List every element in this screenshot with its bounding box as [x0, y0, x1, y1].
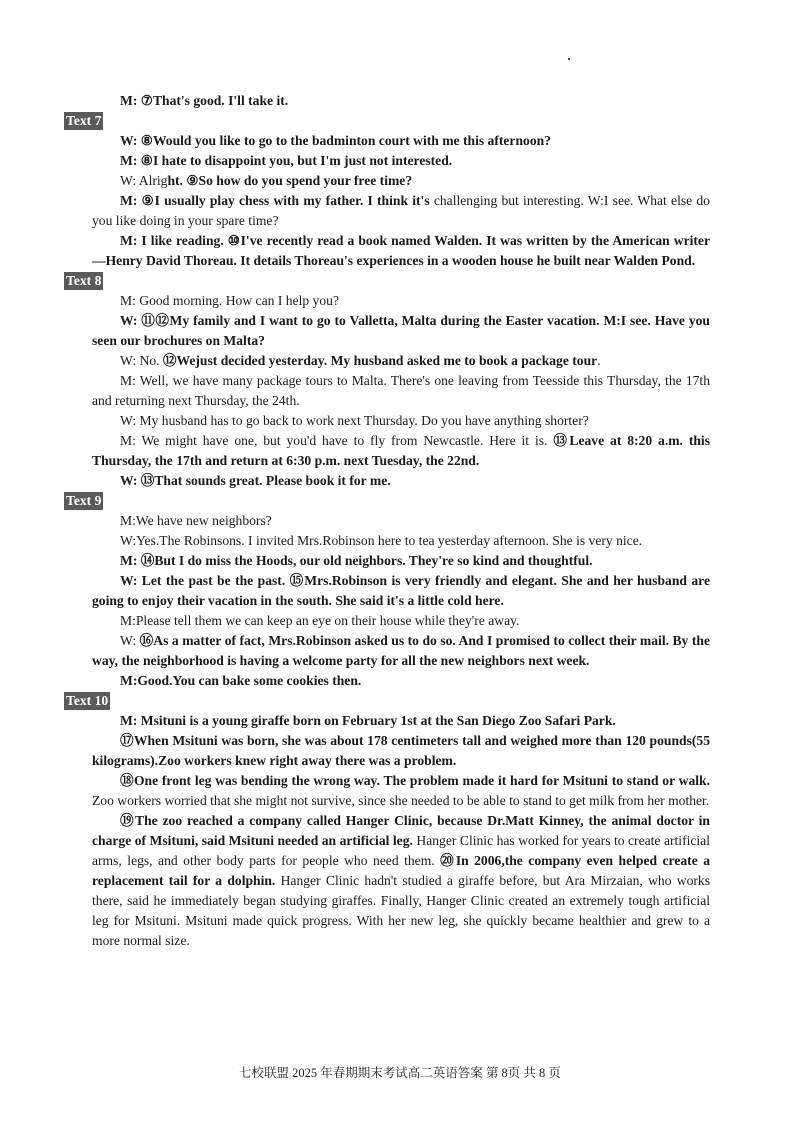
text10-label: Text 10 [66, 693, 109, 708]
text8-line-3 [92, 351, 710, 371]
text9-heading-row [66, 491, 710, 511]
text9-line-3: M: ⑭But I do miss the Hoods, our old neighbors. They're so kind and thoughtful. [120, 553, 593, 568]
text7-line-4-plain: challenging but interesting. W:I see. What else do you like doing in your spare time? [92, 193, 710, 228]
text7-label: Text 7 [66, 113, 102, 128]
text9-label: Text 9 [66, 493, 102, 508]
text9-line-6-bold: ⑯As a matter of fact, Mrs.Robinson asked us to do so. And I promised to collect their mail. By the way, the neighborhood is having a welcome party for all the new neighbors next week. [92, 633, 710, 668]
text10-line-4-bold-b: ⑳In 2006,the company even helped create a replacement tail for a dolphin. [92, 853, 710, 888]
text10-line-4 [92, 811, 710, 951]
text7-line-2-bold: M: ⑧I hate to disappoint you, but I'm just not interested. [120, 153, 453, 168]
text10-line-3-plain: Zoo workers worried that she might not survive, since she needed to be able to stand to get milk from her mother. [92, 793, 710, 808]
text10-line-1: M: Msituni is a young giraffe born on February 1st at the San Diego Zoo Safari Park. [120, 713, 616, 728]
text8-heading-row [66, 271, 710, 291]
text7-line-4-bold: M: ⑨I usually play chess with my father. I think it's [120, 193, 430, 208]
text9-line-1: M:We have new neighbors? [120, 513, 272, 528]
text9-line-6-plain: W: [120, 633, 140, 648]
text9-line-7: M:Good.You can bake some cookies then. [120, 673, 362, 688]
text7-line-5: M: I like reading. ⑩I've recently read a book named Walden. It was written by the American writer—Henry David Thoreau. It details Thoreau's experiences in a wooden house he built near Walden Pond. [92, 233, 710, 268]
transcript-body [66, 91, 711, 951]
text10-line-4-plain-a: Hanger Clinic has worked for years to create artificial arms, legs, and other body parts for people who need them. [92, 833, 710, 868]
text6-line: M: ⑦That's good. I'll take it. [120, 93, 289, 108]
text8-line-6-bold: ⑬Leave at 8:20 a.m. this Thursday, the 17th and return at 6:30 p.m. next Tuesday, the 22nd. [92, 433, 711, 468]
text8-line-6 [92, 431, 710, 471]
scan-speck [568, 58, 570, 60]
text7-line-3-bold: ht. ⑨So how do you spend your free time? [167, 173, 413, 188]
text7-heading-row [66, 111, 710, 131]
text10-line-4-plain-b: Hanger Clinic hadn't studied a giraffe before, but Ara Mirzaian, who works there, said he immediately began studying giraffes. Finally, Hanger Clinic created an extremely tough artificial leg for Msituni. Msituni made quick progress. With her new leg, she quickly became healthier and grew to a more normal size. [92, 873, 710, 948]
text7-line-2 [92, 151, 710, 171]
text8-line-5: W: My husband has to go back to work next Thursday. Do you have anything shorter? [120, 413, 589, 428]
text8-label: Text 8 [66, 273, 102, 288]
text7-line-3 [92, 171, 710, 191]
text8-line-2: W: ⑪⑫My family and I want to go to Valletta, Malta during the Easter vacation. M:I see. Have you seen our brochures on Malta? [92, 313, 710, 348]
text9-line-5: M:Please tell them we can keep an eye on their house while they're away. [120, 613, 520, 628]
text10-line-2: ⑰When Msituni was born, she was about 178 centimeters tall and weighed more than 120 pounds(55 kilograms).Zoo workers knew right away there was a problem. [92, 733, 710, 768]
text7-line-4 [92, 191, 710, 231]
text10-line-4-bold-a: ⑲The zoo reached a company called Hanger Clinic, because Dr.Matt Kinney, the animal doctor in charge of Msituni, said Msituni needed an artificial leg. [92, 813, 710, 848]
text8-line-3-plain: W: No. [120, 353, 163, 368]
text8-line-1: M: Good morning. How can I help you? [120, 293, 339, 308]
text9-line-4: W: Let the past be the past. ⑮Mrs.Robinson is very friendly and elegant. She and her husband are going to enjoy their vacation in the south. She said it's a little cold here. [92, 573, 710, 608]
text8-line-6-plain: M: We might have one, but you'd have to fly from Newcastle. Here it is. [120, 433, 554, 448]
text7-line-3-plain: W: Alrig [120, 173, 168, 188]
text10-line-3-bold: ⑱One front leg was bending the wrong way. The problem made it hard for Msituni to stand or walk. [120, 773, 710, 788]
text10-line-3 [92, 771, 710, 811]
text10-heading-row [66, 691, 710, 711]
text8-line-4: M: Well, we have many package tours to Malta. There's one leaving from Teesside this Thursday, the 17th and returning next Thursday, the 24th. [92, 373, 710, 408]
text9-line-6 [92, 631, 710, 671]
text9-line-2: W:Yes.The Robinsons. I invited Mrs.Robinson here to tea yesterday afternoon. She is very nice. [120, 533, 643, 548]
text8-line-3-bold: ⑫Wejust decided yesterday. My husband asked me to book a package tour [162, 353, 598, 368]
text8-line-7: W: ⑬That sounds great. Please book it for me. [120, 473, 391, 488]
text7-line-1: W: ⑧Would you like to go to the badminton court with me this afternoon? [120, 133, 551, 148]
text8-line-3-end: . [597, 353, 601, 368]
page-footer: 七校联盟 2025 年春期期末考试高二英语答案 第 8页 共 8 页 [239, 1066, 561, 1080]
